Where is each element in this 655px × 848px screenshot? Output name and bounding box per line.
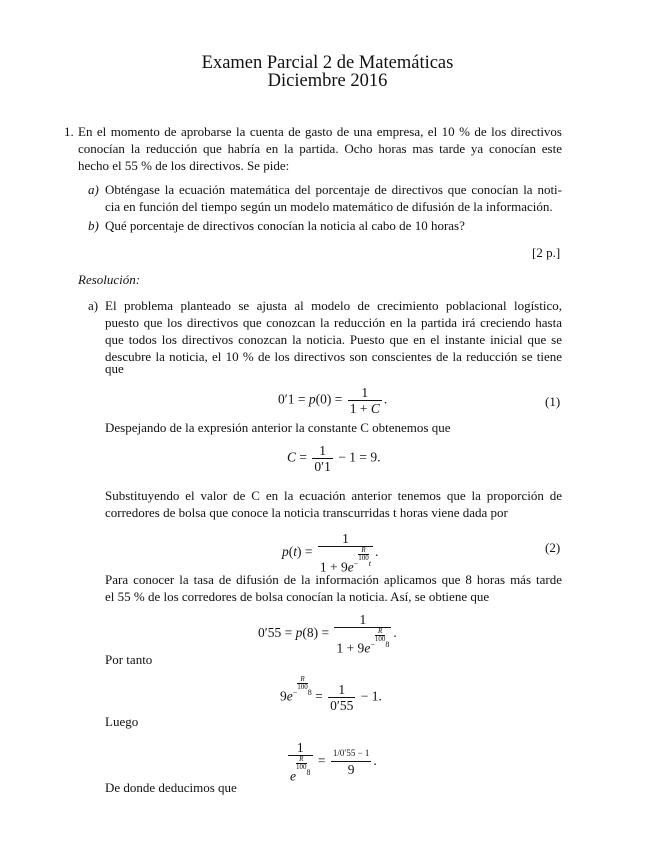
resolution-heading: Resolución: xyxy=(78,272,141,287)
equation-5: 1 e $^{\frac{R}{100} 8}$ = $\frac{1/0'55 - 1}{9}$ . xyxy=(290,740,377,784)
problem-line-3: hecho el 55 % de los directivos. Se pide: xyxy=(78,158,290,173)
para1-line-4: descubre la noticia, el 10 % de los directivos son conscientes de la reducción se tiene xyxy=(105,349,562,364)
problem-number: 1. xyxy=(64,124,74,139)
points-badge: [2 p.] xyxy=(532,245,561,260)
problem-line-1: En el momento de aprobarse la cuenta de gasto de una empresa, el 10 % de los directivos xyxy=(78,124,562,139)
luego: Luego xyxy=(105,714,139,729)
para3-line-2: corredores de bolsa que conoce la noticia transcurridas t horas viene dada por xyxy=(105,505,508,520)
part-a-label: a) xyxy=(88,182,99,197)
para1-line-5: que xyxy=(105,361,124,376)
part-a-line-2: cia en función del tiempo según un modelo matemático de difusión de la información. xyxy=(105,199,553,214)
para2-text: Despejando de la expresión anterior la constante C obtenemos que xyxy=(105,420,451,435)
page-subtitle: Diciembre 2016 xyxy=(267,71,388,91)
equation-4: $9e^{- \frac{R}{100} 8}$ = $\frac{1}{0'55}$ − 1. xyxy=(280,675,382,713)
equation-c: C = $\frac{1}{0'1}$ − 1 = 9. xyxy=(287,443,381,474)
para1-line-2: puesto que los directivos que conozcan la reducción en la partida irá creciendo hasta xyxy=(105,315,562,330)
equation-2: p(t) = 1 $1 + 9e^{- \frac{R}{100} t}$ . xyxy=(282,531,379,575)
part-b-line-1: Qué porcentaje de directivos conocían la noticia al cabo de 10 horas? xyxy=(105,218,465,233)
equation-2-number: (2) xyxy=(545,540,561,555)
part-a-line-1: Obténgase la ecuación matemática del porcentaje de directivos que conocían la noti- xyxy=(105,182,562,197)
para4-line-1: Para conocer la tasa de difusión de la información aplicamos que 8 horas más tarde xyxy=(105,572,562,587)
equation-1-number: (1) xyxy=(545,394,561,409)
part-b-label: b) xyxy=(88,218,99,233)
resolution-a-label: a) xyxy=(88,298,99,313)
para3-line-1: Substituyendo el valor de C en la ecuación anterior tenemos que la proporción de xyxy=(105,488,562,503)
problem-line-2: conocían la reducción que habría en la partida. Ocho horas mas tarde ya conocían este xyxy=(78,141,562,156)
para1-line-1: El problema planteado se ajusta al modelo de crecimiento poblacional logístico, xyxy=(105,298,562,313)
para1-line-3: que todos los directivos conozcan la noticia. Puesto que en el instante inicial que se xyxy=(105,332,562,347)
para2 xyxy=(105,419,450,436)
de-donde: De donde deducimos que xyxy=(105,780,237,795)
para4-line-2: el 55 % de los corredores de bolsa conocían la noticia. Así, se obtiene que xyxy=(105,589,490,604)
page-title: Examen Parcial 2 de Matemáticas xyxy=(201,53,454,73)
por-tanto: Por tanto xyxy=(105,652,153,667)
equation-1: 0′1 = p(0) = $\frac{1}{1 + C}$ . xyxy=(278,385,388,416)
equation-3: 0′55 = p(8) = 1 $1 + 9e^{- \frac{R}{100} 8}$ . xyxy=(258,612,397,656)
